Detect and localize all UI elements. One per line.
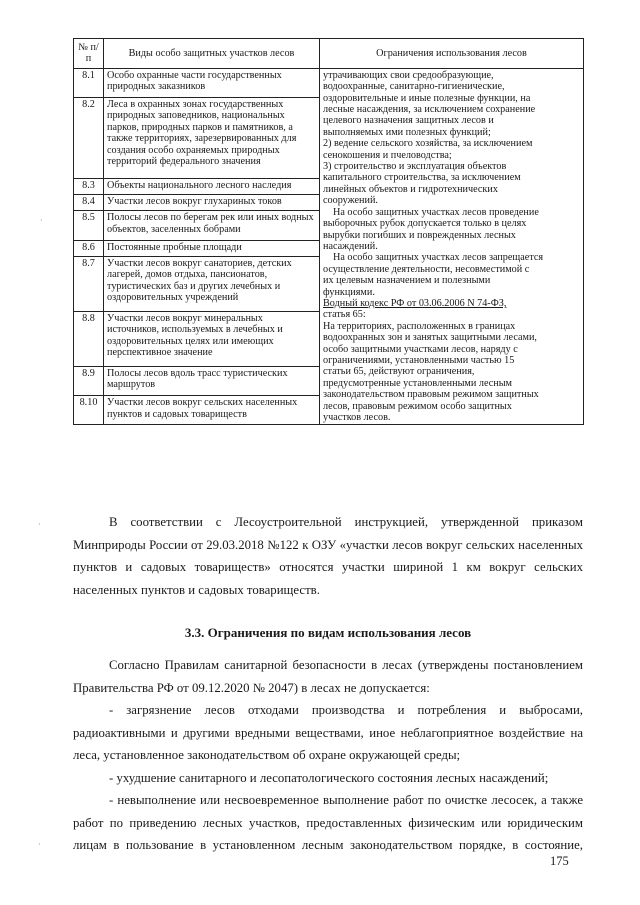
restriction-line: их целевым назначением и полезными <box>323 275 491 287</box>
row-type: Полосы лесов вдоль трасс туристических маршрутов <box>104 366 320 395</box>
restriction-line: насаждений. <box>323 240 378 252</box>
restriction-line: вырубки погибших и поврежденных лесных <box>323 229 516 241</box>
text-line: населенных пунктов и садовых товариществ. <box>73 582 320 597</box>
paragraph-ozu-definition <box>73 511 583 601</box>
restriction-line: лесные насаждения, за исключением сохранение <box>323 104 536 116</box>
restriction-line: водоохранные, санитарно-гигиенические, <box>323 81 505 93</box>
restrictions-cell <box>320 68 584 425</box>
row-num: 8.8 <box>74 311 104 366</box>
restriction-line: статья 65: <box>323 309 366 321</box>
row-num: 8.10 <box>74 396 104 425</box>
table-header-row <box>74 39 584 69</box>
text-line: лицам в пользование в установленном лесным законодательством порядке, в состояние, <box>73 838 583 852</box>
text-line: Правительства РФ от 09.12.2020 № 2047) в лесах не допускается: <box>73 680 430 695</box>
row-num: 8.1 <box>74 68 104 97</box>
water-code-reference: Водный кодекс РФ от 03.06.2006 N 74-ФЗ, <box>323 297 507 309</box>
restriction-line: выполняемых ими полезных функций; <box>323 126 491 138</box>
row-num: 8.7 <box>74 256 104 311</box>
restriction-line: На особо защитных участках лесов запрещается <box>333 252 544 264</box>
restriction-line: ограничениями, установленными частью 15 <box>323 354 515 366</box>
paragraph-sanitary-rules <box>73 654 583 857</box>
restriction-line: сенокошения и пчеловодства; <box>323 149 452 161</box>
row-num: 8.2 <box>74 98 104 179</box>
text-line: леса, установленное законодательством об охране окружающей среды; <box>73 748 461 762</box>
row-num: 8.6 <box>74 240 104 256</box>
page-number: 175 <box>550 854 569 868</box>
text-line: В соответствии с Лесоустроительной инструкцией, утвержденной приказом <box>109 515 583 529</box>
restriction-line: линейных объектов и гидротехнических <box>323 183 498 195</box>
restrictions-table <box>73 38 584 425</box>
text-line: Минприроды России от 29.03.2018 №122 к ОЗУ «участки лесов вокруг сельских населенных <box>73 537 583 552</box>
restriction-line: оздоровительные и иные полезные функции, на <box>323 92 531 104</box>
text-line: Согласно Правилам санитарной безопасности в лесах (утверждены постановлением <box>109 658 583 672</box>
table-row <box>74 68 584 97</box>
list-item: - невыполнение или несвоевременное выполнение работ по очистке лесосек, а также <box>109 793 583 807</box>
row-type: Участки лесов вокруг минеральных источников, используемых в лечебных и оздоровительных целях или имеющих перспективное значение <box>104 311 320 366</box>
row-num: 8.9 <box>74 366 104 395</box>
row-type: Участки лесов вокруг санаториев, детских лагерей, домов отдыха, пансионатов, туристических баз и других лечебных и оздоровительных учреждений <box>104 256 320 311</box>
restriction-line: утрачивающих свои средообразующие, <box>323 69 494 81</box>
header-num: № п/п <box>74 39 104 69</box>
row-type: Полосы лесов по берегам рек или иных водных объектов, заселенных бобрами <box>104 211 320 240</box>
restriction-line: функциями. <box>323 286 375 298</box>
restriction-line: капитального строительства, за исключением <box>323 172 521 184</box>
restriction-line: 3) строительство и эксплуатация объектов <box>323 161 507 173</box>
restriction-line: статьи 65, действуют ограничения, <box>323 366 475 378</box>
restriction-line: осуществление деятельности, несовместимой с <box>323 263 530 275</box>
header-restrictions: Ограничения использования лесов <box>320 39 584 69</box>
restriction-line: лесов, правовым режимом особо защитных <box>323 400 512 412</box>
row-type: Постоянные пробные площади <box>104 240 320 256</box>
restriction-line: законодательством правовым режимом защитных <box>323 389 539 401</box>
restriction-line: На особо защитных участках лесов проведение <box>333 206 539 218</box>
restriction-line: На территориях, расположенных в границах <box>323 320 516 332</box>
row-num: 8.4 <box>74 195 104 211</box>
row-type: Участки лесов вокруг глухариных токов <box>104 195 320 211</box>
restriction-line: особо защитными участками лесов, наряду с <box>323 343 518 355</box>
text-line: пунктов и садовых товариществ» относятся участки шириной 1 км вокруг сельских <box>73 560 583 574</box>
list-item: - загрязнение лесов отходами производства и потребления и выбросами, <box>109 703 583 717</box>
restriction-line: водоохранных зон и занятых защитными лесами, <box>323 332 537 344</box>
restriction-line: сооружений. <box>323 195 378 207</box>
row-type: Леса в охранных зонах государственных природных заповедников, национальных парков, природных парков и памятников, а также территориях, зарезервированных для создания особо охраняемых природных территорий федерального значения <box>104 98 320 179</box>
row-type: Особо охранные части государственных природных заказников <box>104 68 320 97</box>
scan-speck: · <box>38 520 41 529</box>
scan-speck: · <box>40 216 43 225</box>
text-line: радиоактивными и другими вредными веществами, иное неблагоприятное воздействие на <box>73 725 583 740</box>
scan-speck: · <box>38 840 41 849</box>
restriction-line: участков лесов. <box>323 412 391 423</box>
header-type: Виды особо защитных участков лесов <box>104 39 320 69</box>
row-type: Участки лесов вокруг сельских населенных пунктов и садовых товариществ <box>104 396 320 425</box>
row-num: 8.5 <box>74 211 104 240</box>
section-heading: 3.3. Ограничения по видам использования лесов <box>184 625 472 640</box>
text-line: работ по приведению лесных участков, предоставленных физическим или юридическим <box>73 815 583 830</box>
restriction-line: предусмотренные установленными лесным <box>323 377 513 389</box>
row-type: Объекты национального лесного наследия <box>104 178 320 194</box>
restriction-line: выборочных рубок допускается только в целях <box>323 218 527 230</box>
restriction-line: целевого назначения защитных лесов и <box>323 115 494 127</box>
list-item: - ухудшение санитарного и лесопатологического состояния лесных насаждений; <box>109 770 549 785</box>
row-num: 8.3 <box>74 178 104 194</box>
restriction-line: 2) ведение сельского хозяйства, за исключением <box>323 138 533 150</box>
